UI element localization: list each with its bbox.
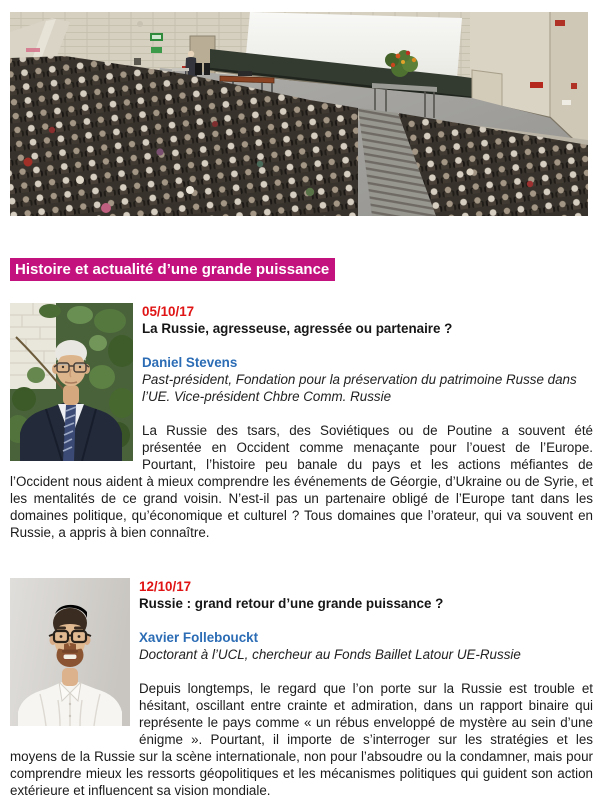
speaker-portrait-xavier-follebouckt: [10, 578, 130, 726]
lecture-title: Russie : grand retour d’une grande puissance ?: [139, 596, 444, 611]
lecture-description: La Russie des tsars, des Soviétiques ou de Poutine a souvent été présentée en Occident comme menaçante pour l’ouest de l’Europe. Pourtant, l’histoire peu banale du pays et les actions méfiantes de l’Occident nous aident à mieux comprendre les événements de Géorgie, d’Ukraine ou de Syrie, et les mentalités de ce grand voisin. N’est-il pas un partenaire obligé de l’Europe tant dans les domaines politique, qu’économique et culturel ? Tous domaines que l’orateur, qui va souvent en Russie, a appris à bien connaître.: [10, 423, 593, 540]
lecture-date: 12/10/17: [139, 579, 192, 594]
speaker-role: Past-président, Fondation pour la préservation du patrimoine Russe dans l’UE. Vice-président Chbre Comm. Russie: [142, 372, 577, 404]
lecture-entry-1: [10, 303, 593, 541]
lecture-entry-2: [10, 578, 593, 799]
section-header-label: Histoire et actualité d’une grande puissance: [10, 258, 335, 281]
section-header: [10, 258, 593, 281]
lecture-hall-photo-illustration: [10, 12, 588, 216]
lecture-description: Depuis longtemps, le regard que l’on porte sur la Russie est trouble et hésitant, oscillant entre crainte et admiration, dans un rapport binaire qui représente le pays comme « un rébus enveloppé de mystère au sein d’une énigme ». Pourtant, il importe de s’interroger sur les stratégies et les moyens de la Russie sur la scène internationale, non pour l’absoudre ou la condamner, mais pour comprendre mieux les ressorts géopolitiques et les mécanismes politiques qui guident son action extérieure et influencent sa vision mondiale.: [10, 681, 593, 798]
wall-sign-icon: [530, 82, 543, 88]
speaker-name: Xavier Follebouckt: [139, 630, 259, 645]
lecture-title: La Russie, agresseuse, agressée ou partenaire ?: [142, 321, 453, 336]
speaker-name: Daniel Stevens: [142, 355, 238, 370]
lecture-date: 05/10/17: [142, 304, 195, 319]
speaker-role: Doctorant à l’UCL, chercheur au Fonds Baillet Latour UE-Russie: [139, 647, 521, 662]
lecture-hall-photo: [10, 12, 588, 216]
speaker-portrait-daniel-stevens: [10, 303, 133, 461]
